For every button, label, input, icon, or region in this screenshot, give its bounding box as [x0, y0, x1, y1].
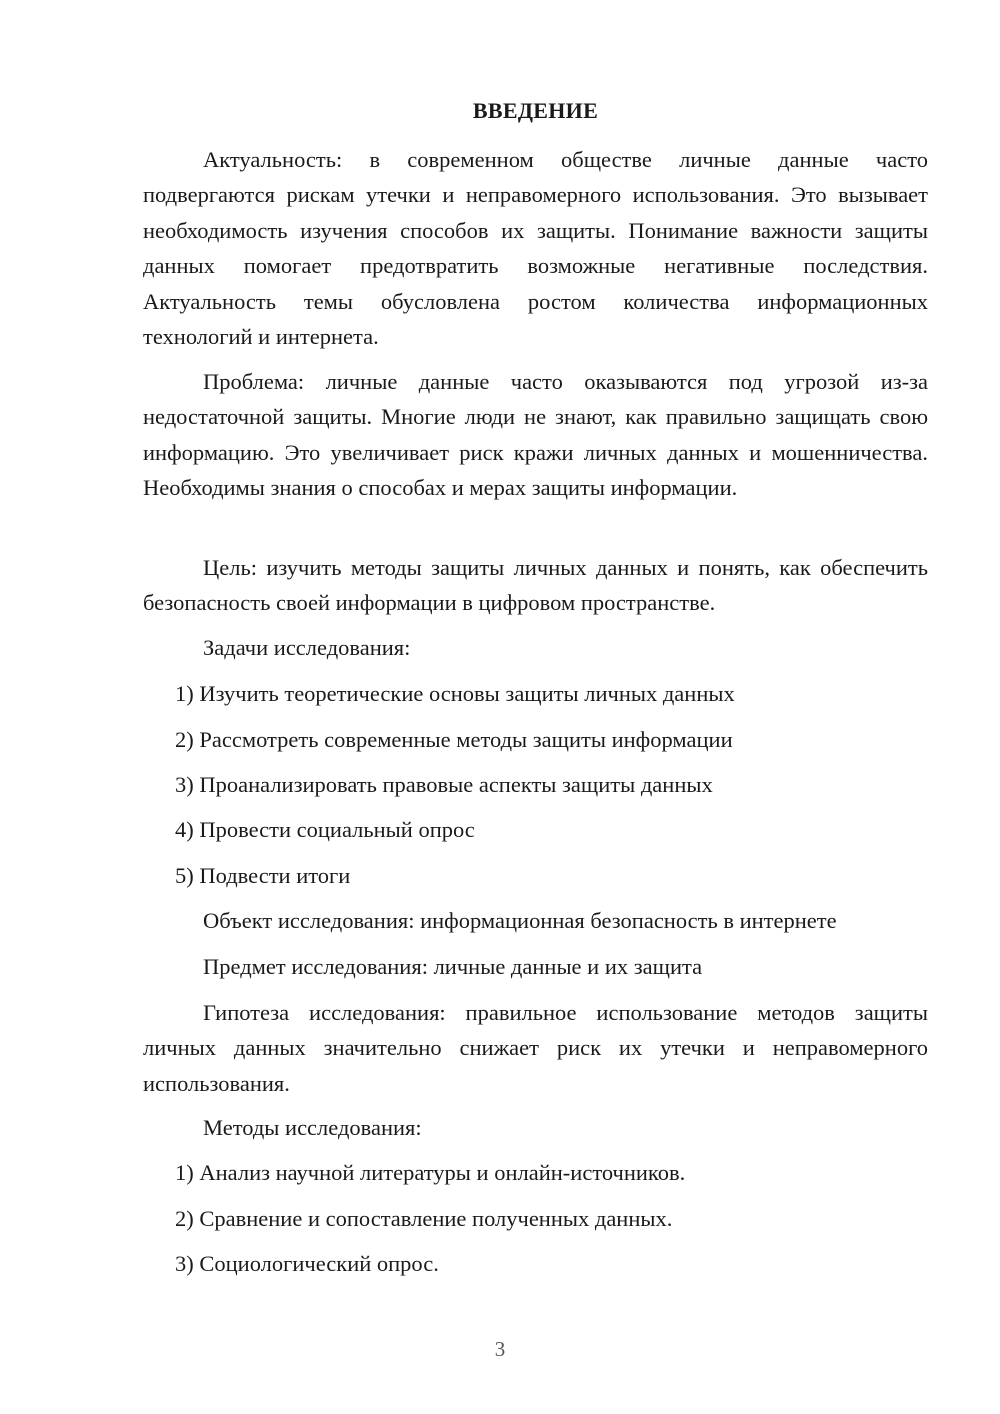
method-item: 3) Социологический опрос.	[175, 1251, 439, 1276]
task-item: 2) Рассмотреть современные методы защиты информации	[175, 727, 733, 752]
task-item: 3) Проанализировать правовые аспекты защиты данных	[175, 772, 713, 797]
tasks-heading: Задачи исследования:	[203, 635, 411, 660]
goal-paragraph: Цель: изучить методы защиты личных данных и понять, как обеспечить безопасность своей информации в цифровом пространстве.	[143, 555, 928, 616]
subject-line: Предмет исследования: личные данные и их защита	[203, 954, 703, 979]
actuality-paragraph: Актуальность: в современном обществе личные данные часто подвергаются рискам утечки и неправомерного использования. Это вызывает необходимость изучения способов их защиты. Понимание важности защиты данных помогает предотвратить возможные негативные последствия. Актуальность темы обусловлена ростом количества информационных технологий и интернета.	[143, 147, 928, 350]
task-item: 5) Подвести итоги	[175, 863, 351, 888]
problem-paragraph: Проблема: личные данные часто оказываются под угрозой из-за недостаточной защиты. Многие люди не знают, как правильно защищать свою информацию. Это увеличивает риск кражи личных данных и мошенничества. Необходимы знания о способах и мерах защиты информации.	[143, 369, 928, 501]
task-item: 1) Изучить теоретические основы защиты личных данных	[175, 681, 735, 706]
hypothesis-paragraph: Гипотеза исследования: правильное использование методов защиты личных данных значительно снижает риск их утечки и неправомерного использования.	[143, 1000, 928, 1096]
object-line: Объект исследования: информационная безопасность в интернете	[203, 908, 837, 933]
section-title: ВВЕДЕНИЕ	[472, 98, 599, 123]
method-item: 1) Анализ научной литературы и онлайн-источников.	[175, 1160, 686, 1185]
page-number: 3	[494, 1337, 506, 1361]
document-page	[143, 0, 928, 1414]
methods-heading: Методы исследования:	[203, 1115, 422, 1140]
method-item: 2) Сравнение и сопоставление полученных данных.	[175, 1206, 673, 1231]
task-item: 4) Провести социальный опрос	[175, 817, 475, 842]
